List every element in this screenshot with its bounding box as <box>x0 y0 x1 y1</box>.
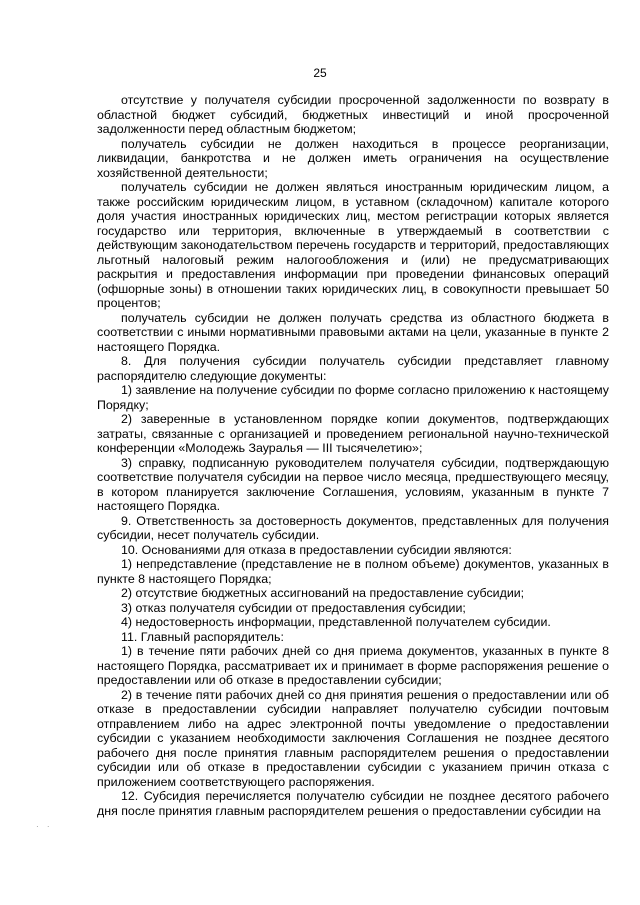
paragraph-clause-10-item-3: 3) отказ получателя субсидии от предоставления субсидии; <box>121 600 466 615</box>
paragraph-clause-8: 8. Для получения субсидии получатель субсидии представляет главному распорядителю следующие документы: <box>97 354 609 383</box>
paragraph-clause-8-item-2: 2) заверенные в установленном порядке копии документов, подтверждающих затраты, связанные с организацией и проведением региональной научно-технической конференции «Молодежь Зауралья — III тысячелетию»; <box>97 412 609 455</box>
scan-artifact-marks: · · <box>36 822 53 831</box>
paragraph-not-foreign-entity: получатель субсидии не должен являться иностранным юридическим лицом, а также российским юридическим лицом, в уставном (складочном) капитале которого доля участия иностранных юридических лиц, местом регистрации которых является государство или территория, включенные в утверждаемый в соответствии с действующим законодательством перечень государств и территорий, предоставляющих льготный налоговый режим налогообложения и (или) не предусматривающих раскрытия и предоставления информации при проведении финансовых операций (офшорные зоны) в отношении таких юридических лиц, в совокупности превышает 50 процентов; <box>97 180 609 310</box>
page-number: 25 <box>313 66 327 80</box>
paragraph-no-debt: отсутствие у получателя субсидии просроченной задолженности по возврату в областной бюджет субсидий, бюджетных инвестиций и иной просроченной задолженности перед областным бюджетом; <box>97 93 609 136</box>
paragraph-clause-8-item-1: 1) заявление на получение субсидии по форме согласно приложению к настоящему Порядку; <box>97 383 609 412</box>
paragraph-clause-9: 9. Ответственность за достоверность документов, представленных для получения субсидии, несет получатель субсидии. <box>97 513 609 542</box>
paragraph-no-reorganization: получатель субсидии не должен находиться в процессе реорганизации, ликвидации, банкротства и не должен иметь ограничения на осуществление хозяйственной деятельности; <box>97 136 609 180</box>
paragraph-clause-11-item-2: 2) в течение пяти рабочих дней со дня принятия решения о предоставлении или об отказе в предоставлении субсидии направляет получателю субсидии почтовым отправлением либо на адрес электронной почты уведомление о предоставлении субсидии с указанием необходимости заключения Соглашения не позднее десятого рабочего дня после принятия главным распорядителем решения о предоставлении субсидии или об отказе в предоставлении субсидии с указанием причин отказа с приложением соответствующего распоряжения. <box>97 687 609 789</box>
paragraph-clause-10-item-4: 4) недостоверность информации, представленной получателем субсидии. <box>121 615 551 629</box>
paragraph-clause-8-item-3: 3) справку, подписанную руководителем получателя субсидии, подтверждающую соответствие получателя субсидии на первое число месяца, предшествующего месяцу, в котором планируется заключение Соглашения, условиям, указанным в пункте 7 настоящего Порядка. <box>97 455 609 513</box>
paragraph-clause-10-item-1: 1) непредставление (представление не в полном объеме) документов, указанных в пункте 8 настоящего Порядка; <box>97 557 609 586</box>
paragraph-no-other-funds: получатель субсидии не должен получать средства из областного бюджета в соответствии с иными нормативными правовыми актами на цели, указанные в пункте 2 настоящего Порядка. <box>97 310 609 354</box>
paragraph-clause-10: 10. Основаниями для отказа в предоставлении субсидии являются: <box>121 542 512 557</box>
paragraph-clause-11: 11. Главный распорядитель: <box>121 629 284 644</box>
paragraph-clause-12: 12. Субсидия перечисляется получателю субсидии не позднее десятого рабочего дня после принятия главным распорядителем решения о предоставлении субсидии на <box>97 789 609 818</box>
paragraph-clause-11-item-1: 1) в течение пяти рабочих дней со дня приема документов, указанных в пункте 8 настоящего Порядка, рассматривает их и принимает в форме распоряжения решение о предоставлении или об отказе в предоставлении субсидии; <box>97 644 609 687</box>
document-body <box>97 93 609 818</box>
paragraph-clause-10-item-2: 2) отсутствие бюджетных ассигнований на предоставление субсидии; <box>121 586 525 600</box>
